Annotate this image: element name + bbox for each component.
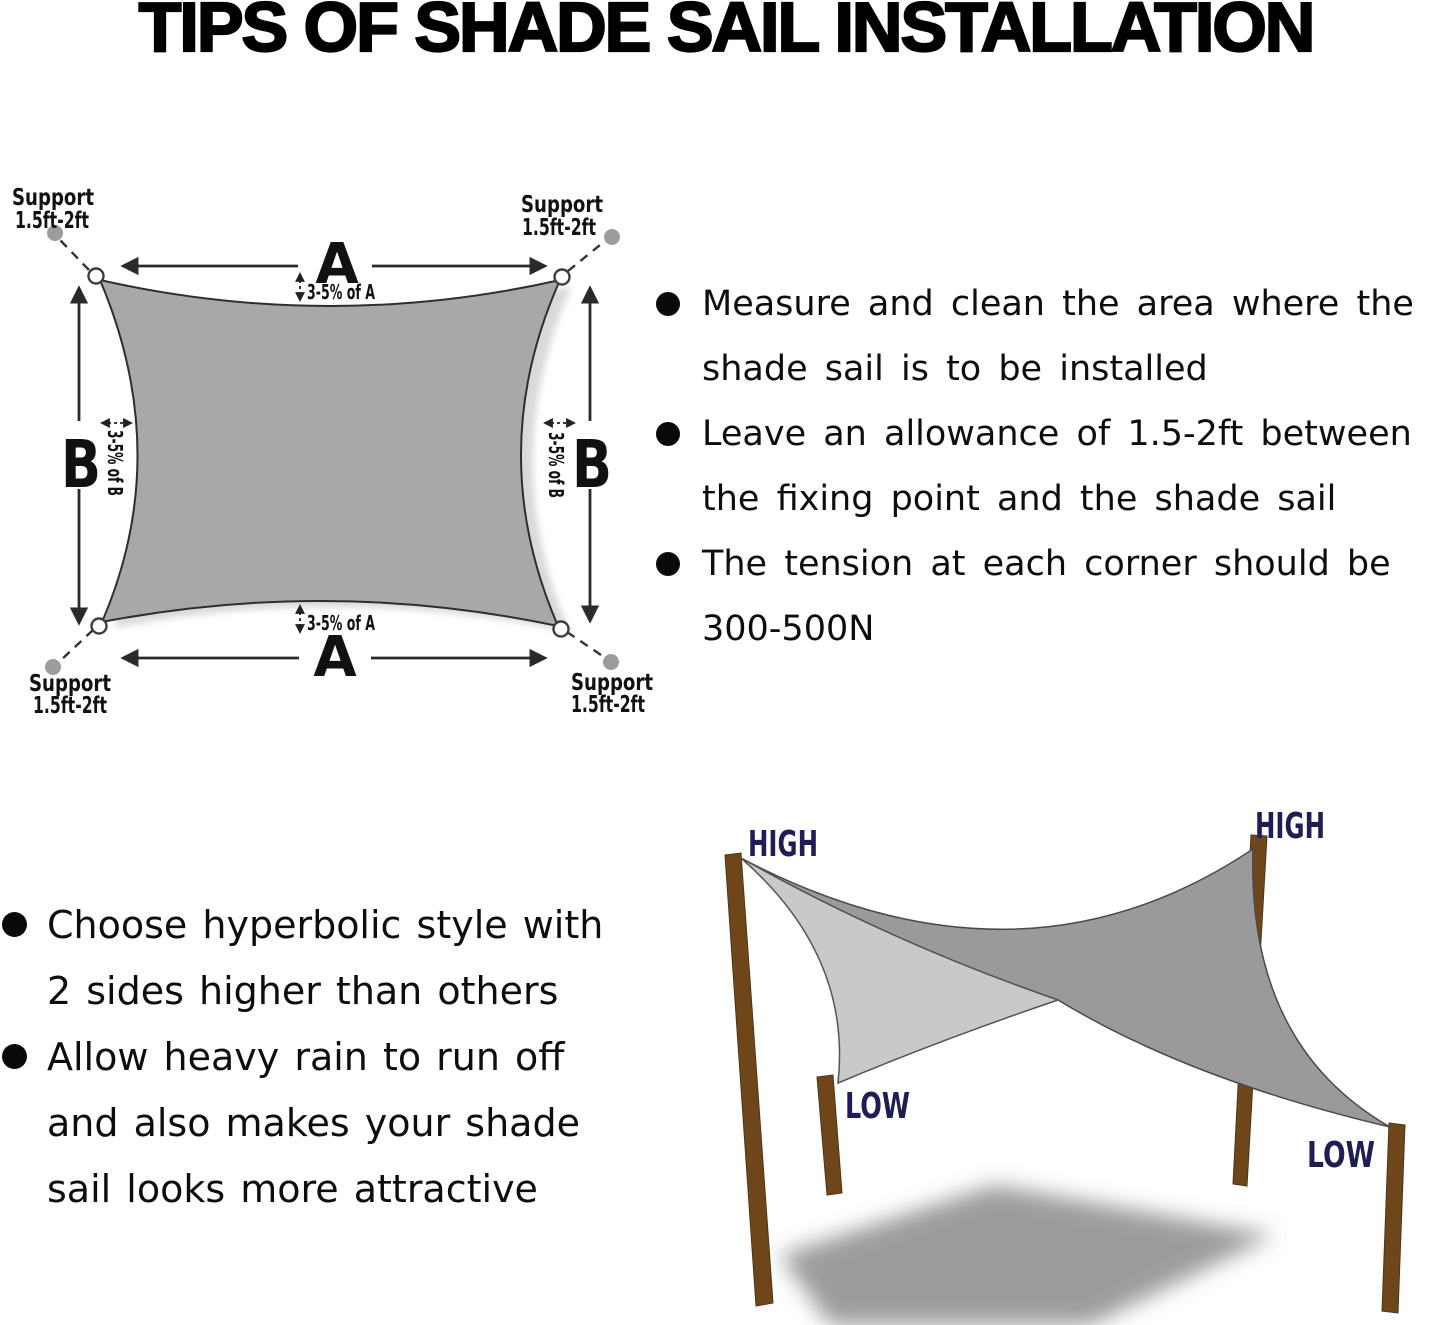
- style-tips-list: [2, 892, 662, 1222]
- list-item: [656, 402, 1452, 532]
- support-range-br: 1.5ft-2ft: [571, 692, 646, 718]
- post-low-right: [1382, 1123, 1405, 1313]
- dim-a-bottom-label: A: [313, 625, 357, 690]
- tip-text: Measure and clean the area where the: [702, 284, 1414, 324]
- tip-text: Leave an allowance of 1.5-2ft between: [702, 414, 1412, 454]
- support-label-tr: Support: [521, 192, 603, 218]
- tip-text: The tension at each corner should be: [702, 544, 1391, 584]
- installation-tips-list: [656, 272, 1452, 662]
- tip-text: Allow heavy rain to run off: [47, 1035, 565, 1079]
- ground-shadow: [780, 1185, 1275, 1325]
- support-range-bl: 1.5ft-2ft: [33, 693, 108, 719]
- sag-b-right-label: 3-5% of B: [544, 432, 568, 540]
- tip-text: Choose hyperbolic style with: [47, 903, 604, 947]
- low-center-label: LOW: [845, 1086, 910, 1127]
- support-range-tl: 1.5ft-2ft: [15, 208, 90, 234]
- list-item: [2, 1024, 662, 1222]
- bullet-icon: [656, 422, 680, 446]
- tip-text: and also makes your shade: [47, 1101, 580, 1145]
- tip-text: 300-500N: [702, 609, 875, 649]
- low-right-label: LOW: [1307, 1135, 1375, 1176]
- support-label-bl: Support: [29, 671, 111, 697]
- dim-b-right-label: B: [572, 426, 612, 503]
- post-high-left: [725, 853, 773, 1306]
- post-low-center: [817, 1075, 842, 1195]
- tip-text: the fixing point and the shade sail: [702, 479, 1337, 519]
- tip-text: sail looks more attractive: [47, 1167, 538, 1211]
- dim-a-top-label: A: [315, 232, 359, 297]
- sag-a-bottom-label: 3-5% of A: [307, 611, 376, 635]
- shade-sail-dimension-diagram: [0, 150, 690, 750]
- high-left-label: HIGH: [748, 824, 818, 865]
- bullet-icon: [2, 912, 27, 937]
- bullet-icon: [2, 1044, 27, 1069]
- support-label-tl: Support: [12, 185, 94, 211]
- sail-shape: [100, 280, 560, 626]
- bullet-icon: [656, 292, 680, 316]
- high-right-label: HIGH: [1255, 806, 1325, 847]
- list-item: [656, 272, 1452, 402]
- dim-b-left-label: B: [61, 426, 101, 503]
- tip-text: shade sail is to be installed: [702, 349, 1208, 389]
- bullet-icon: [656, 552, 680, 576]
- sag-b-left-label: 3-5% of B: [103, 430, 127, 538]
- tip-text: 2 sides higher than others: [47, 969, 559, 1013]
- sag-a-top-label: 3-5% of A: [307, 280, 376, 304]
- support-range-tr: 1.5ft-2ft: [522, 215, 597, 241]
- support-label-br: Support: [571, 670, 653, 696]
- list-item: [2, 892, 662, 1024]
- hyperbolic-sail-illustration: [640, 780, 1452, 1325]
- page-title: TIPS OF SHADE SAIL INSTALLATION: [138, 0, 1314, 66]
- list-item: [656, 532, 1452, 662]
